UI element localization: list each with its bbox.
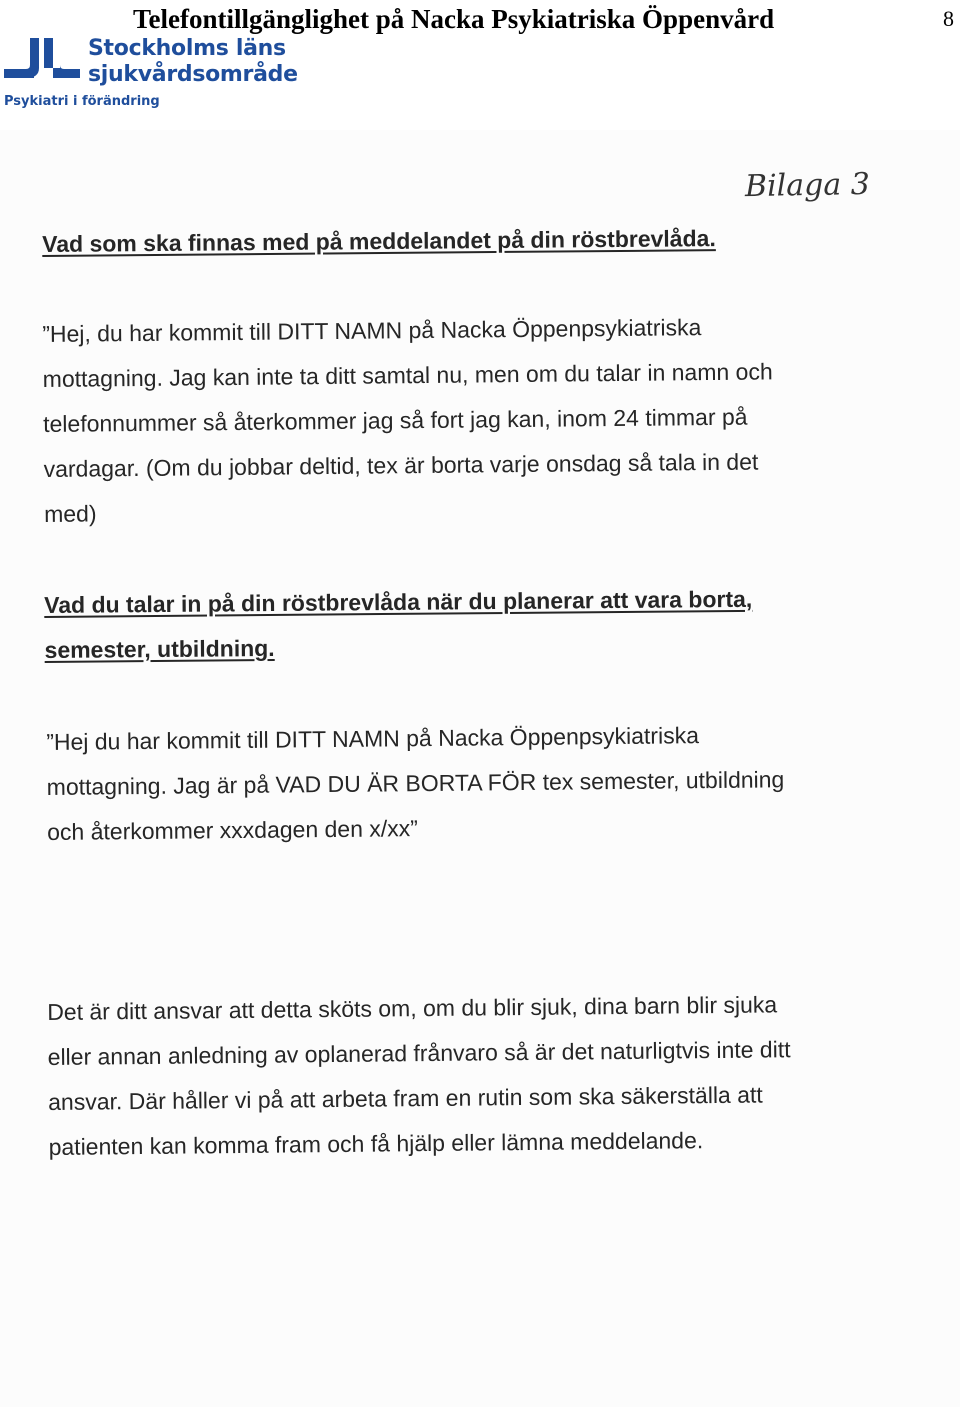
paragraph-line: med) — [43, 500, 97, 527]
voicemail-message-example — [42, 304, 774, 537]
paragraph-line: mottagning. Jag är på VAD DU ÄR BORTA FÖR tex semester, utbildning — [46, 766, 785, 800]
paragraph-line: telefonnummer så återkommer jag så fort jag kan, inom 24 timmar på — [43, 403, 748, 437]
section-heading-absence-message — [44, 577, 753, 673]
page-number: 8 — [943, 6, 954, 31]
logo-text-line1: Stockholms läns — [88, 36, 286, 61]
paragraph-line: mottagning. Jag kan inte ta ditt samtal nu, men om du talar in namn och — [42, 358, 773, 392]
logo-text-line2: sjukvårdsområde — [88, 62, 298, 87]
section-heading-voicemail-content — [42, 216, 716, 267]
page-header-title: Telefontillgänglighet på Nacka Psykiatriska Öppenvård — [133, 4, 775, 34]
heading-line: Vad som ska finnas med på meddelandet på din röstbrevlåda. — [42, 225, 716, 257]
sll-logo-icon — [4, 36, 84, 88]
paragraph-line: ”Hej du har kommit till DITT NAMN på Nacka Öppenpsykiatriska — [46, 722, 700, 755]
paragraph-line: patienten kan komma fram och få hjälp eller lämna meddelande. — [48, 1127, 704, 1160]
paragraph-line: ansvar. Där håller vi på att arbeta fram en rutin som ska säkerställa att — [48, 1081, 763, 1115]
absence-message-example — [46, 712, 785, 855]
handwritten-annotation: Bilaga 3 — [744, 166, 871, 205]
heading-line: Vad du talar in på din röstbrevlåda när du planerar att vara borta, — [44, 585, 753, 618]
paragraph-line: och återkommer xxxdagen den x/xx” — [47, 815, 419, 845]
heading-line: semester, utbildning. — [44, 634, 275, 663]
paragraph-line: eller annan anledning av oplanerad frånvaro så är det naturligtvis inte ditt — [47, 1036, 791, 1070]
paragraph-line: vardagar. (Om du jobbar deltid, tex är borta varje onsdag så tala in det — [43, 448, 759, 482]
logo-tagline: Psykiatri i förändring — [4, 94, 160, 109]
paragraph-line: ”Hej, du har kommit till DITT NAMN på Nacka Öppenpsykiatriska — [42, 314, 702, 347]
organization-logo — [4, 36, 324, 116]
paragraph-line: Det är ditt ansvar att detta sköts om, om du blir sjuk, dina barn blir sjuka — [47, 991, 778, 1025]
responsibility-paragraph — [47, 982, 792, 1170]
